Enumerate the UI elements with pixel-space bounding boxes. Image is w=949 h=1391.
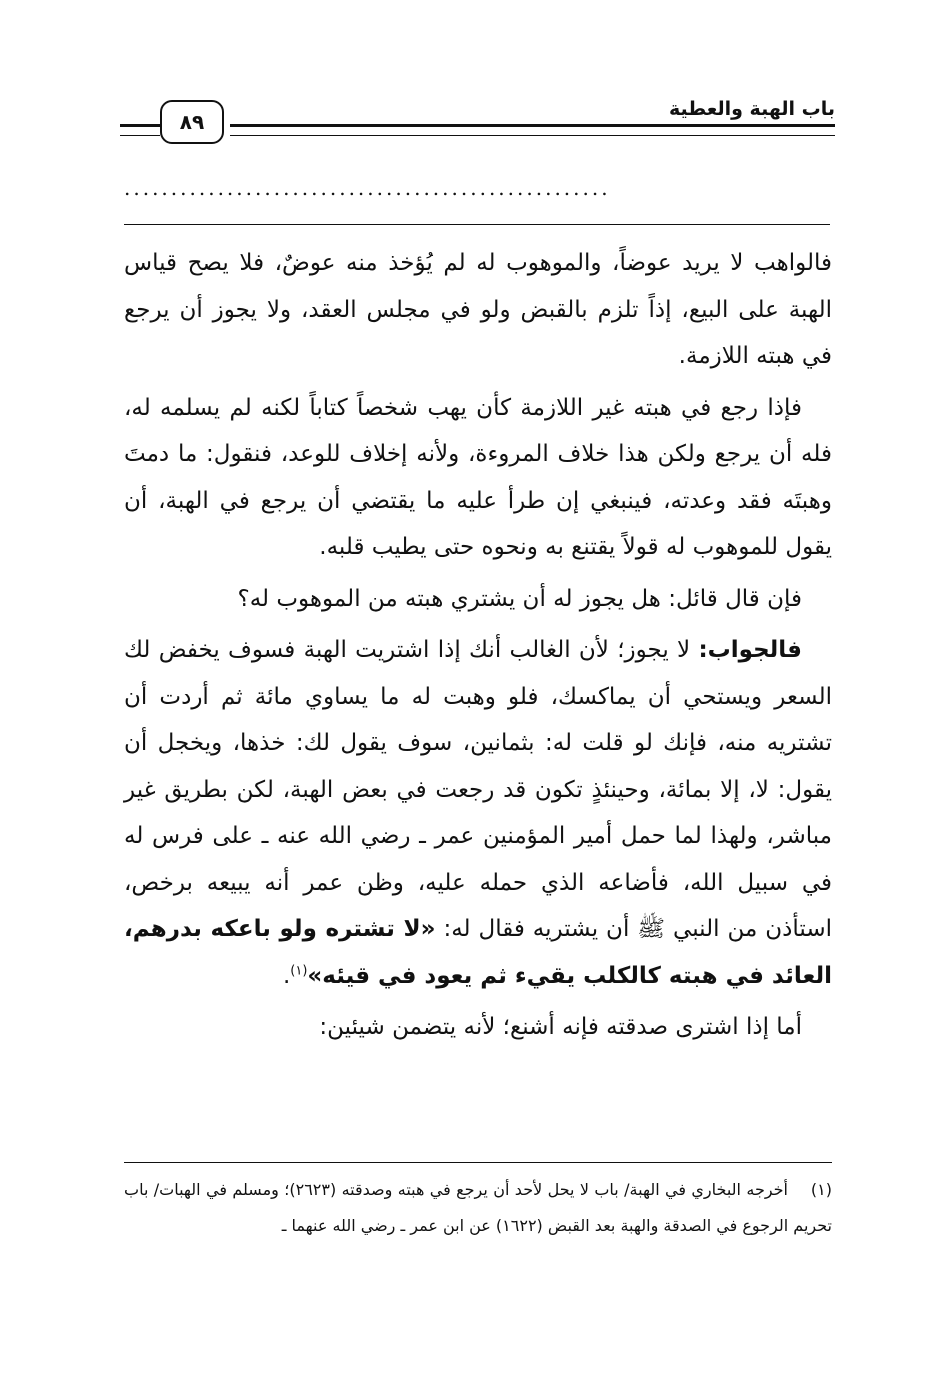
dotted-separator: .................................................... (124, 176, 611, 200)
footnote-reference[interactable]: (١) (290, 962, 308, 978)
main-text (124, 240, 832, 1056)
page-header (120, 88, 835, 148)
page-number: ٨٩ (160, 100, 224, 144)
paragraph-1: فالواهب لا يريد عوضاً، والموهوب له لم يُؤخذ منه عوضٌ، فلا يصح قياس الهبة على البيع، إذاً تلزم بالقبض ولو في مجلس العقد، ولا يجوز أن يرجع في هبته اللازمة. (124, 250, 832, 369)
paragraph-5: أما إذا اشترى صدقته فإنه أشنع؛ لأنه يتضمن شيئين: (319, 1014, 802, 1040)
header-rule-left (120, 124, 160, 136)
paragraph-end: . (282, 962, 291, 989)
hadith-quote: «لا تشتره ولو باعكه بدرهم، العائد في هبته كالكلب يقيء ثم يعود في قيئه» (124, 916, 832, 989)
answer-text: لا يجوز؛ لأن الغالب أنك إذا اشتريت الهبة فسوف يخفض لك السعر ويستحي أن يماكسك، فلو وهبت له ما يساوي مائة ثم أردت أن تشتريه منه، فإنك لو قلت له: بثمانين، سوف يقول لك: خذها، ويخجل أن يقول: لا، إلا بمائة، وحينئذٍ تكون قد رجعت في بعض الهبة، لكن بطريق غير مباشر، ولهذا لما حمل أمير المؤمنين عمر ـ رضي الله عنه ـ على فرس له في سبيل الله، فأضاعه الذي حمله عليه، وظن عمر أنه يبيعه برخص، استأذن من النبي ﷺ أن يشتريه فقال له: (124, 637, 832, 942)
header-rule-right (230, 124, 835, 136)
footnotes (124, 1172, 832, 1244)
footnote-separator (124, 1162, 832, 1163)
footnote-number: (١) (810, 1180, 832, 1199)
paragraph-4 (124, 627, 832, 999)
answer-label: فالجواب: (698, 637, 802, 663)
paragraph-2: فإذا رجع في هبته غير اللازمة كأن يهب شخصاً كتاباً لكنه لم يسلمه له، فله أن يرجع ولكن هذا خلاف المروءة، ولأنه إخلاف للوعد، فنقول: ما دمتَ وهبتَه فقد وعدته، فينبغي إن طرأ عليه ما يقتضي أن يرجع في الهبة، أن يقول للموهوب له قولاً يقتنع به ونحوه حتى يطيب قلبه. (124, 394, 832, 560)
paragraph-3: فإن قال قائل: هل يجوز له أن يشتري هبته من الموهوب له؟ (237, 585, 802, 612)
chapter-title: باب الهبة والعطية (668, 98, 835, 120)
footnote (124, 1172, 832, 1244)
top-separator-line (124, 224, 830, 225)
footnote-text: أخرجه البخاري في الهبة/ باب لا يحل لأحد أن يرجع في هبته وصدقته (٢٦٢٣)؛ ومسلم في الهبات/ باب تحريم الرجوع في الصدقة والهبة بعد القبض (١٦٢٢) عن ابن عمر ـ رضي الله عنهما ـ (124, 1180, 832, 1235)
